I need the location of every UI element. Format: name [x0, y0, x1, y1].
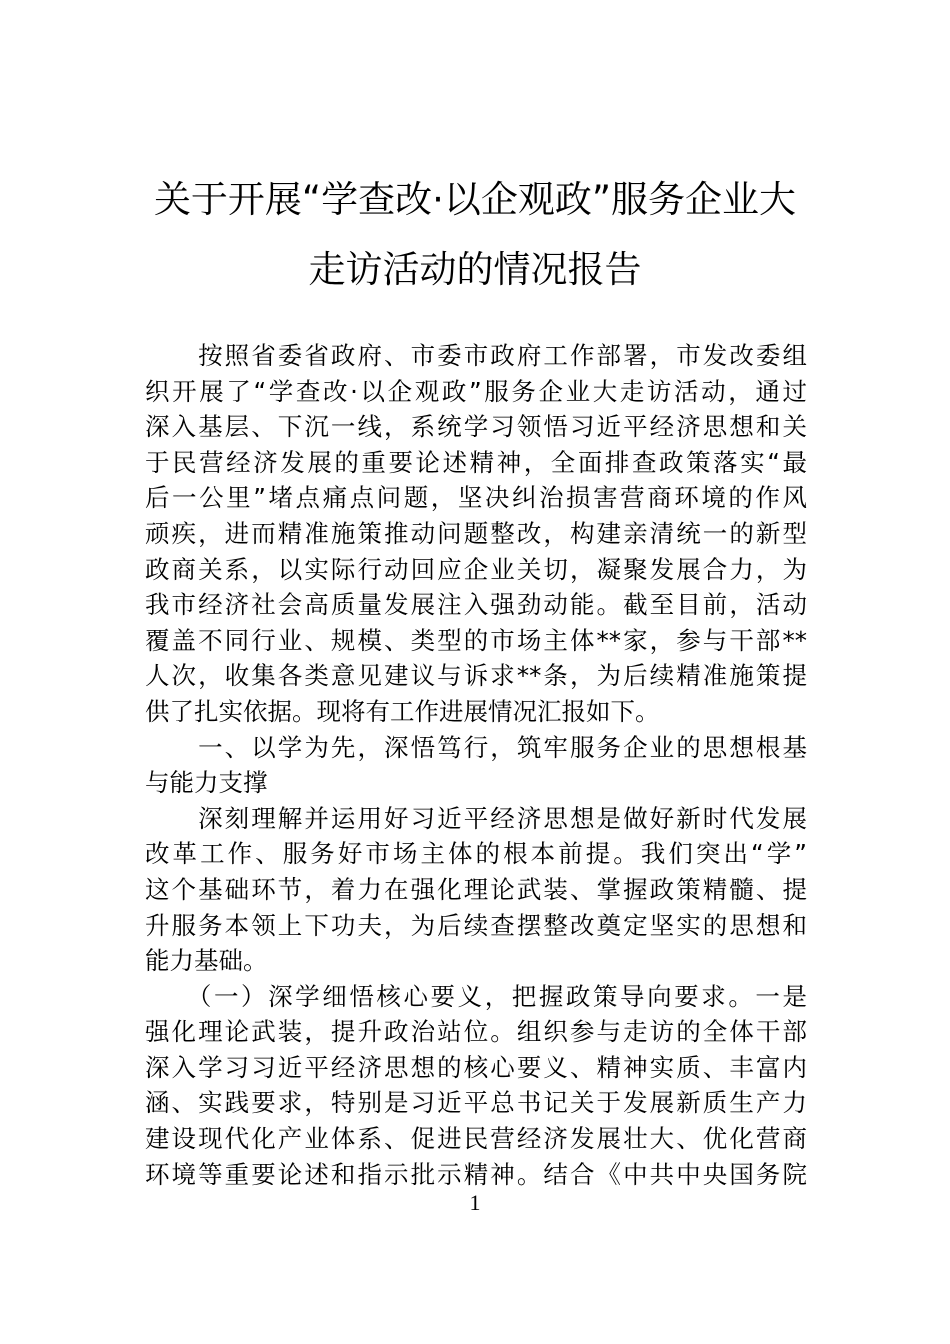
- text-line: 于民营经济发展的重要论述精神，全面排查政策落实“最: [145, 447, 807, 477]
- title-line: 走访活动的情况报告: [308, 248, 642, 291]
- text-line: 这个基础环节，着力在强化理论武装、掌握政策精髓、提: [145, 874, 807, 904]
- text-line: （一）深学细悟核心要义，把握政策导向要求。一是: [145, 981, 807, 1011]
- text-line: 按照省委省政府、市委市政府工作部署，市发改委组: [145, 341, 807, 370]
- heading-line: 一、以学为先，深悟笃行，筑牢服务企业的思想根基: [145, 732, 807, 762]
- text-line: 政商关系，以实际行动回应企业关切，凝聚发展合力，为: [145, 554, 807, 584]
- section-paragraph: [145, 801, 807, 979]
- document-body: [145, 338, 807, 1192]
- text-line: 覆盖不同行业、规模、类型的市场主体**家，参与干部**: [145, 625, 807, 655]
- text-line: 深刻理解并运用好习近平经济思想是做好新时代发展: [145, 803, 807, 833]
- subsection-paragraph: [145, 979, 807, 1193]
- text-line: 我市经济社会高质量发展注入强劲动能。截至目前，活动: [145, 590, 807, 620]
- text-line: 升服务本领上下功夫，为后续查摆整改奠定坚实的思想和: [145, 910, 807, 940]
- heading-line: 与能力支撑: [145, 768, 268, 798]
- text-line: 织开展了“学查改·以企观政”服务企业大走访活动，通过: [145, 376, 807, 406]
- text-line: 能力基础。: [145, 946, 268, 976]
- text-line: 顽疾，进而精准施策推动问题整改，构建亲清统一的新型: [145, 518, 807, 548]
- intro-paragraph: [145, 338, 807, 730]
- text-line: 改革工作、服务好市场主体的根本前提。我们突出“学”: [145, 839, 807, 869]
- text-line: 强化理论武装，提升政治站位。组织参与走访的全体干部: [145, 1017, 807, 1047]
- document-title: [0, 165, 950, 305]
- text-line: 深入基层、下沉一线，系统学习领悟习近平经济思想和关: [145, 412, 807, 442]
- text-line: 供了扎实依据。现将有工作进展情况汇报如下。: [145, 696, 660, 726]
- text-line: 深入学习习近平经济思想的核心要义、精神实质、丰富内: [145, 1052, 807, 1082]
- text-line: 涵、实践要求，特别是习近平总书记关于发展新质生产力: [145, 1088, 807, 1118]
- text-line: 环境等重要论述和指示批示精神。结合《中共中央国务院: [145, 1159, 807, 1189]
- title-line: 关于开展“学查改·以企观政”服务企业大: [153, 178, 797, 221]
- text-line: 后一公里”堵点痛点问题，坚决纠治损害营商环境的作风: [145, 483, 807, 513]
- text-line: 建设现代化产业体系、促进民营经济发展壮大、优化营商: [145, 1124, 807, 1154]
- section-heading: [145, 730, 807, 801]
- text-line: 人次，收集各类意见建议与诉求**条，为后续精准施策提: [145, 661, 807, 691]
- page-number: 1: [469, 1190, 481, 1215]
